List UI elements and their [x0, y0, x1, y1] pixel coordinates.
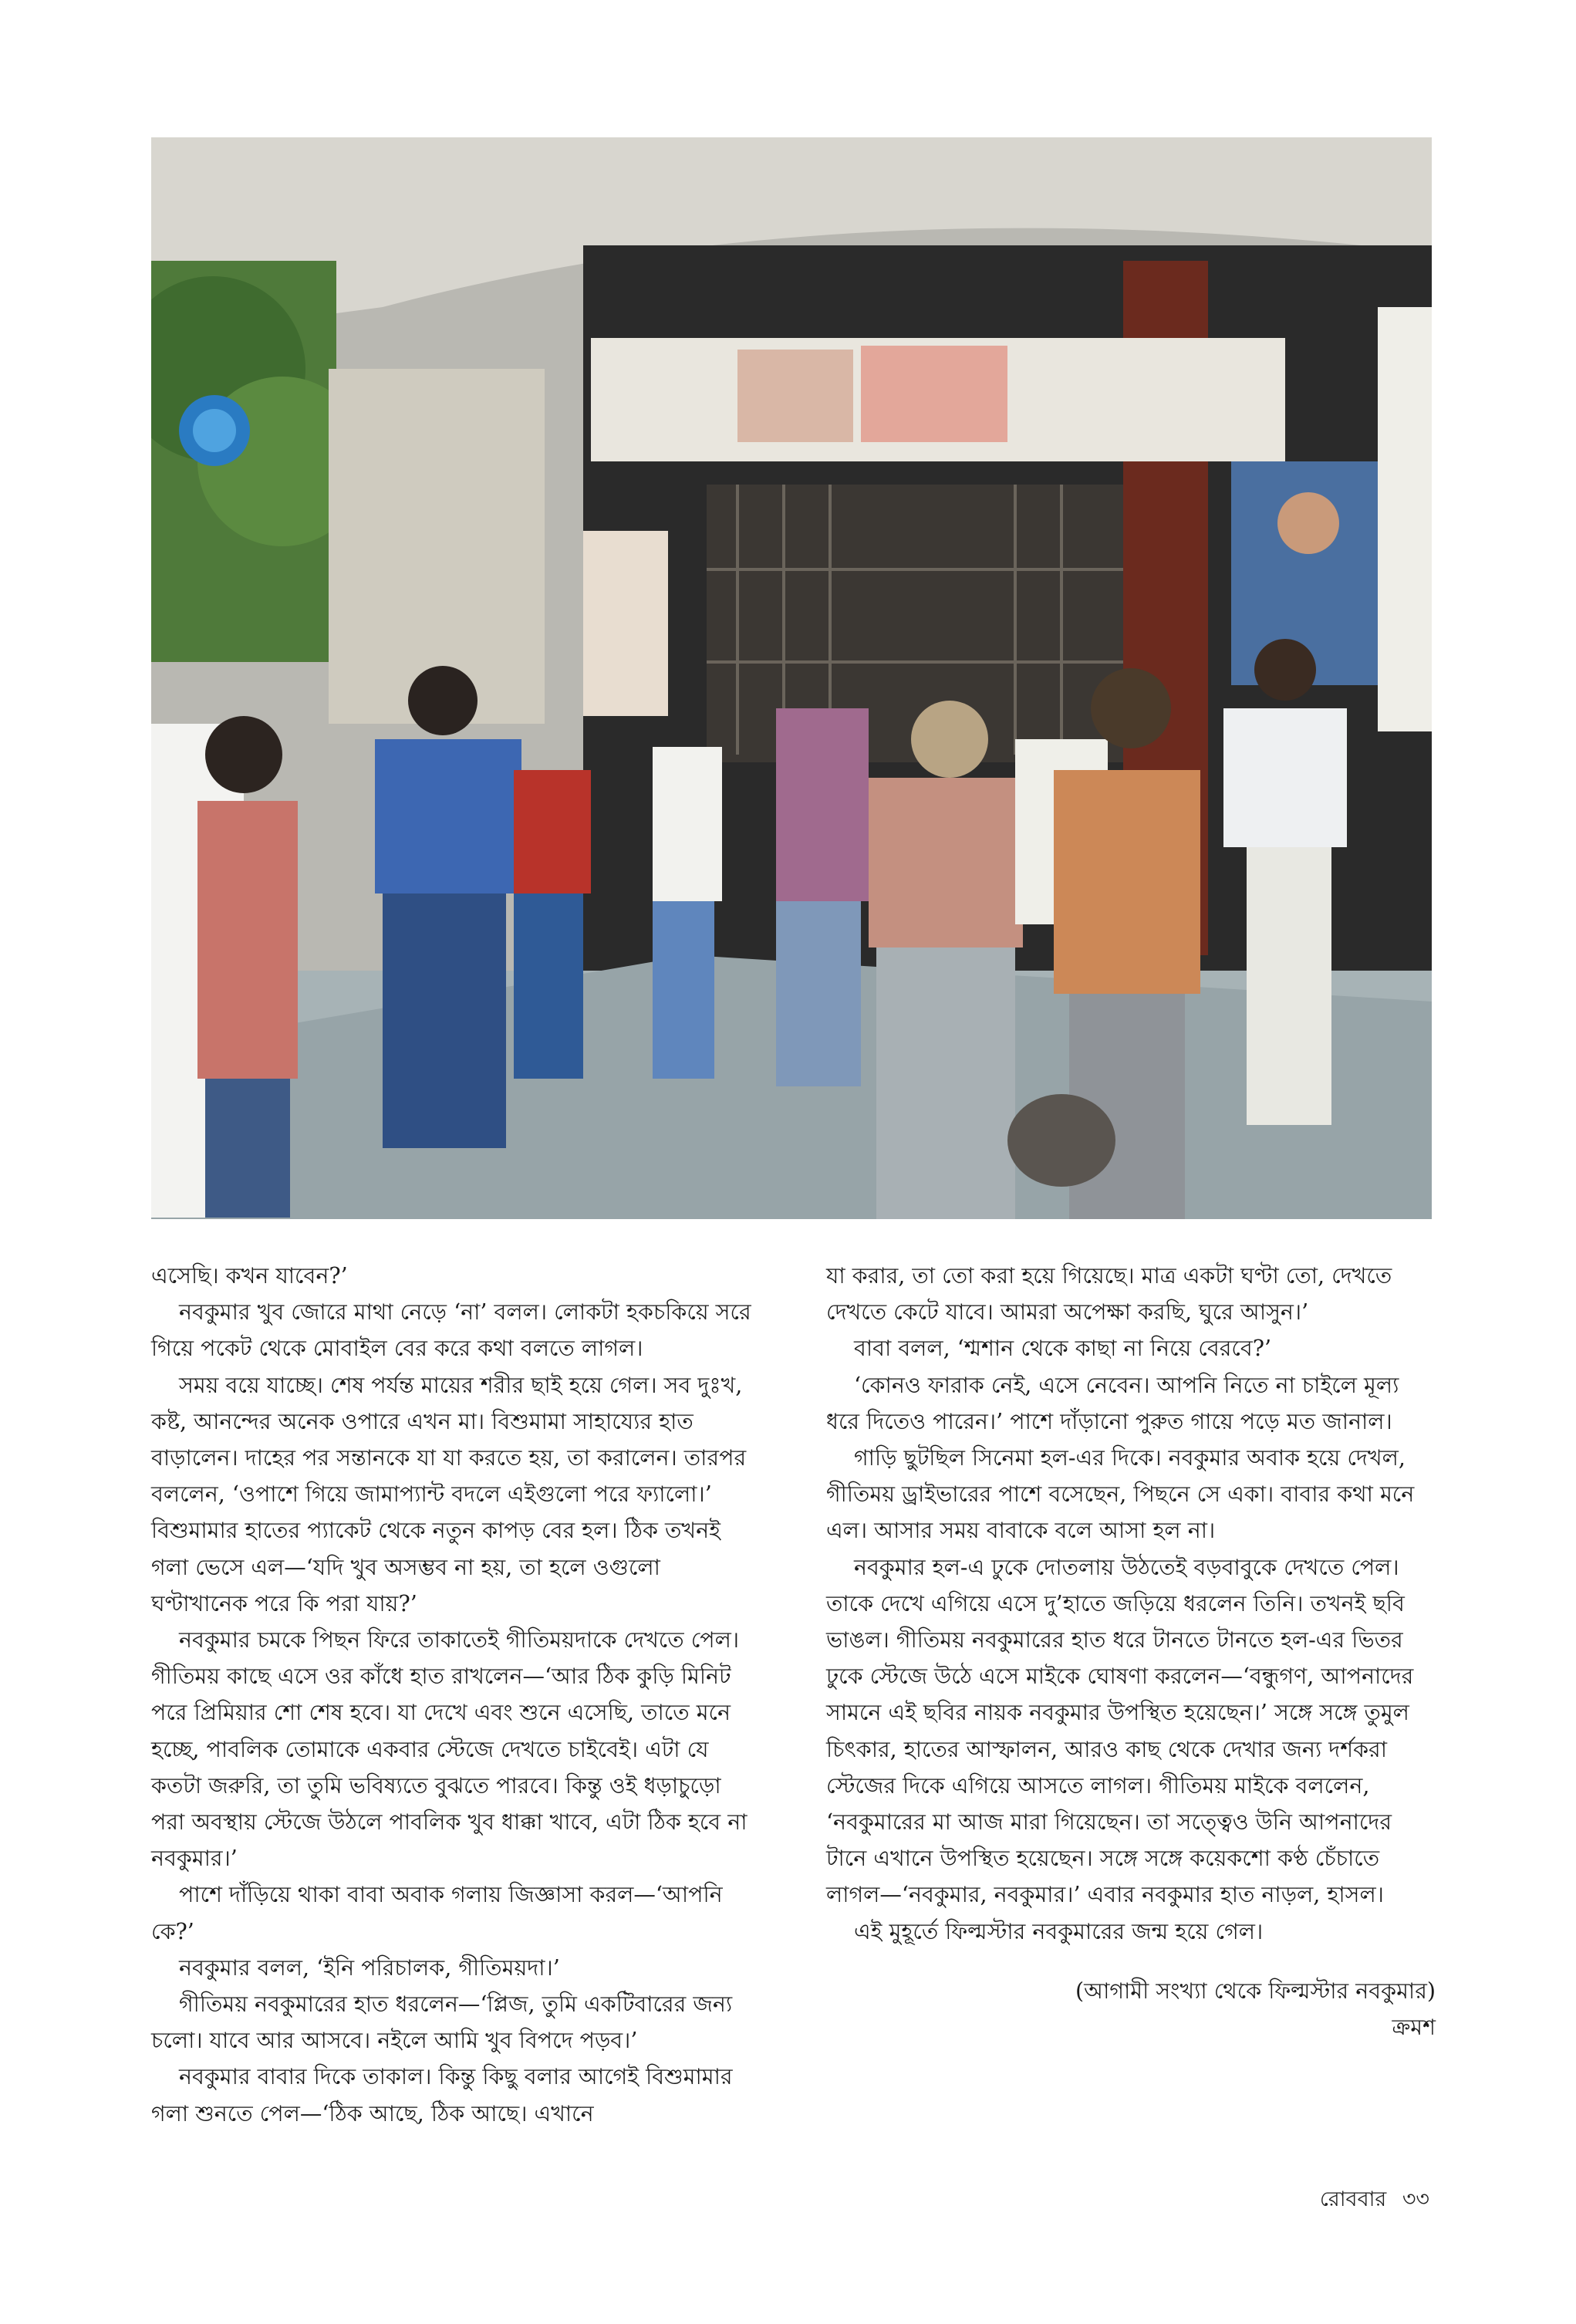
paragraph: নবকুমার বাবার দিকে তাকাল। কিন্তু কিছু বলার আগেই বিশুমামার গলা শুনতে পেল—‘ঠিক আছে, ঠিক আছে। এখানে	[151, 2064, 733, 2126]
paragraph: ‘কোনও ফারাক নেই, এসে নেবেন। আপনি নিতে না চাইলে মূল্য ধরে দিতেও পারেন।’ পাশে দাঁড়ানো পুরুত গায়ে পড়ে মত জানাল।	[826, 1372, 1399, 1434]
paragraph: বাবা বলল, ‘শ্মশান থেকে কাছা না নিয়ে বেরবে?’	[854, 1336, 1272, 1362]
paragraph: গাড়ি ছুটছিল সিনেমা হল-এর দিকে। নবকুমার অবাক হয়ে দেখল, গীতিময় ড্রাইভারের পাশে বসেছেন, পিছনে সে একা। বাবার কথা মনে এল। আসার সময় বাবাকে বলে আসা হল না।	[826, 1445, 1415, 1544]
paragraph: নবকুমার বলল, ‘ইনি পরিচালক, গীতিময়দা।’	[179, 1954, 560, 1981]
cinema-hall-photo	[151, 137, 1432, 1219]
paragraph: নবকুমার খুব জোরে মাথা নেড়ে ‘না’ বলল। লোকটা হকচকিয়ে সরে গিয়ে পকেট থেকে মোবাইল বের করে কথা বলতে লাগল।	[151, 1299, 751, 1362]
crowd-illustration	[151, 137, 1432, 1219]
paragraph: যা করার, তা তো করা হয়ে গিয়েছে। মাত্র একটা ঘণ্টা তো, দেখতে দেখতে কেটে যাবে। আমরা অপেক্ষা করছি, ঘুরে আসুন।’	[826, 1263, 1392, 1326]
closing-note	[826, 1973, 1436, 2045]
magazine-name: রোববার	[1319, 2187, 1387, 2211]
right-text-column	[826, 1258, 1436, 2045]
paragraph: এই মুহূর্তে ফিল্মস্টার নবকুমারের জন্ম হয়ে গেল।	[854, 1918, 1264, 1944]
paragraph: সময় বয়ে যাচ্ছে। শেষ পর্যন্ত মায়ের শরীর ছাই হয়ে গেল। সব দুঃখ, কষ্ট, আনন্দের অনেক ওপারে এখন মা। বিশুমামা সাহায্যের হাত বাড়ালেন। দাহের পর সন্তানকে যা যা করতে হয়, তা করালেন। তারপর বললেন, ‘ওপাশে গিয়ে জামাপ্যান্ট বদলে এইগুলো পরে ফ্যালো।’ বিশুমামার হাতের প্যাকেট থেকে নতুন কাপড় বের হল। ঠিক তখনই গলা ভেসে এল—‘যদি খুব অসম্ভব না হয়, তা হলে ওগুলো ঘণ্টাখানেক পরে কি পরা যায়?’	[151, 1372, 747, 1616]
left-text-column	[151, 1258, 753, 2132]
paragraph: পাশে দাঁড়িয়ে থাকা বাবা অবাক গলায় জিজ্ঞাসা করল—‘আপনি কে?’	[151, 1882, 723, 1944]
continued-label: ক্রমশ	[1392, 2015, 1436, 2041]
paragraph: এসেছি। কখন যাবেন?’	[151, 1263, 348, 1289]
paragraph: নবকুমার হল-এ ঢুকে দোতলায় উঠতেই বড়বাবুকে দেখতে পেল। তাকে দেখে এগিয়ে এসে দু’হাতে জড়িয়ে ধরলেন তিনি। তখনই ছবি ভাঙল। গীতিময় নবকুমারের হাত ধরে টানতে টানতে হল-এর ভিতর ঢুকে স্টেজে উঠে এসে মাইকে ঘোষণা করলেন—‘বন্ধুগণ, আপনাদের সামনে এই ছবির নায়ক নবকুমার উপস্থিত হয়েছেন।’ সঙ্গে সঙ্গে তুমুল চিৎকার, হাতের আস্ফালন, আরও কাছ থেকে দেখার জন্য দর্শকরা স্টেজের দিকে এগিয়ে আসতে লাগল। গীতিময় মাইকে বললেন, ‘নবকুমারের মা আজ মারা গিয়েছেন। তা সত্ত্বেও উনি আপনাদের টানে এখানে উপস্থিত হয়েছেন। সঙ্গে সঙ্গে কয়েকশো কণ্ঠ চেঁচাতে লাগল—‘নবকুমার, নবকুমার।’ এবার নবকুমার হাত নাড়ল, হাসল।	[826, 1554, 1414, 1908]
page-footer	[1320, 2184, 1429, 2218]
paragraph: গীতিময় নবকুমারের হাত ধরলেন—‘প্লিজ, তুমি একটিবারের জন্য চলো। যাবে আর আসবে। নইলে আমি খুব বিপদে পড়ব।’	[151, 1991, 733, 2054]
paragraph: নবকুমার চমকে পিছন ফিরে তাকাতেই গীতিময়দাকে দেখতে পেল। গীতিময় কাছে এসে ওর কাঁধে হাত রাখলেন—‘আর ঠিক কুড়ি মিনিট পরে প্রিমিয়ার শো শেষ হবে। যা দেখে এবং শুনে এসেছি, তাতে মনে হচ্ছে, পাবলিক তোমাকে একবার স্টেজে দেখতে চাইবেই। এটা যে কতটা জরুরি, তা তুমি ভবিষ্যতে বুঝতে পারবে। কিন্তু ওই ধড়াচুড়ো পরা অবস্থায় স্টেজে উঠলে পাবলিক খুব ধাক্কা খাবে, এটা ঠিক হবে না নবকুমার।’	[151, 1627, 748, 1872]
page-number: ৩৩	[1402, 2187, 1429, 2211]
next-issue-note: (আগামী সংখ্যা থেকে ফিল্মস্টার নবকুমার)	[1075, 1978, 1436, 2004]
